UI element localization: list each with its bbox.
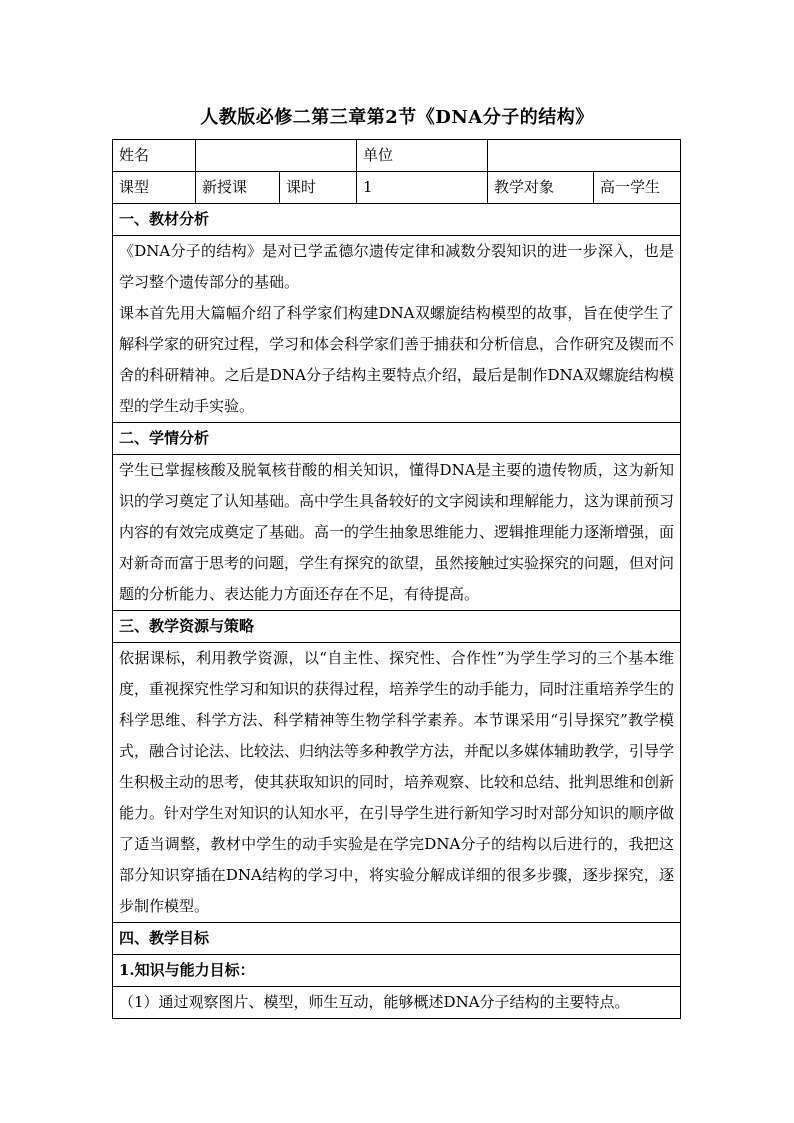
unit-label: 单位 — [357, 140, 488, 172]
section-body-resources — [113, 643, 681, 923]
section-heading-row — [113, 923, 681, 955]
target-audience-label: 教学对象 — [488, 172, 594, 204]
table-row-course-info — [113, 172, 681, 204]
paragraph: 课本首先用大篇幅介绍了科学家们构建DNA双螺旋结构模型的故事，旨在使学生了解科学家的研究过程，学习和体会科学家们善于捕获和分析信息，合作研究及锲而不舍的科研精神。之后是DNA分子结构主要特点介绍，最后是制作DNA双螺旋结构模型的学生动手实验。 — [119, 304, 675, 415]
section-heading-row — [113, 204, 681, 236]
unit-value — [488, 140, 681, 172]
class-hours-value: 1 — [357, 172, 488, 204]
section-body-row — [113, 987, 681, 1019]
objectives-item: （1）通过观察图片、模型，师生互动，能够概述DNA分子结构的主要特点。 — [113, 987, 681, 1019]
section-heading-row — [113, 423, 681, 455]
paragraph: 依据课标，利用教学资源，以“自主性、探究性、合作性”为学生学习的三个基本维度，重视探究性学习和知识的获得过程，培养学生的动手能力，同时注重培养学生的科学思维、科学方法、科学精神等生物学科学素养。本节课采用“引导探究”教学模式，融合讨论法、比较法、归纳法等多种教学方法，并配以多媒体辅助教学，引导学生积极主动的思考，使其获取知识的同时，培养观察、比较和总结、批判思维和创新能力。针对学生对知识的认知水平，在引导学生进行新知学习时对部分知识的顺序做了适当调整，教材中学生的动手实验是在学完DNA分子的结构以后进行的，我把这部分知识穿插在DNA结构的学习中，将实验分解成详细的很多步骤，逐步探究，逐步制作模型。 — [119, 649, 675, 915]
paragraph: 《DNA分子的结构》是对已学孟德尔遗传定律和减数分裂知识的进一步深入，也是学习整个遗传部分的基础。 — [119, 242, 674, 291]
section-body-row — [113, 643, 681, 923]
table-row-name-unit — [113, 140, 681, 172]
objectives-subheading: 1.知识与能力目标： — [113, 955, 681, 987]
section-body-students — [113, 455, 681, 611]
section-body-row — [113, 455, 681, 611]
lesson-type-label: 课型 — [113, 172, 196, 204]
lesson-plan-table — [112, 139, 681, 1019]
section-heading-objectives: 四、教学目标 — [113, 923, 681, 955]
section-heading-students: 二、学情分析 — [113, 423, 681, 455]
class-hours-label: 课时 — [280, 172, 357, 204]
paragraph: 学生已掌握核酸及脱氧核苷酸的相关知识，懂得DNA是主要的遗传物质，这为新知识的学习奠定了认知基础。高中学生具备较好的文字阅读和理解能力，这为课前预习内容的有效完成奠定了基础。高一的学生抽象思维能力、逻辑推理能力逐渐增强，面对新奇而富于思考的问题，学生有探究的欲望，虽然接触过实验探究的问题，但对问题的分析能力、表达能力方面还存在不足，有待提高。 — [119, 461, 675, 603]
section-body-row — [113, 236, 681, 423]
target-audience-value: 高一学生 — [594, 172, 681, 204]
section-heading-row — [113, 611, 681, 643]
document-title: 人教版必修二第三章第2节《DNA分子的结构》 — [200, 107, 594, 128]
section-heading-resources: 三、教学资源与策略 — [113, 611, 681, 643]
name-value — [196, 140, 357, 172]
section-subheading-row — [113, 955, 681, 987]
section-heading-materials: 一、教材分析 — [113, 204, 681, 236]
lesson-type-value: 新授课 — [196, 172, 280, 204]
name-label: 姓名 — [113, 140, 196, 172]
section-body-materials — [113, 236, 681, 423]
